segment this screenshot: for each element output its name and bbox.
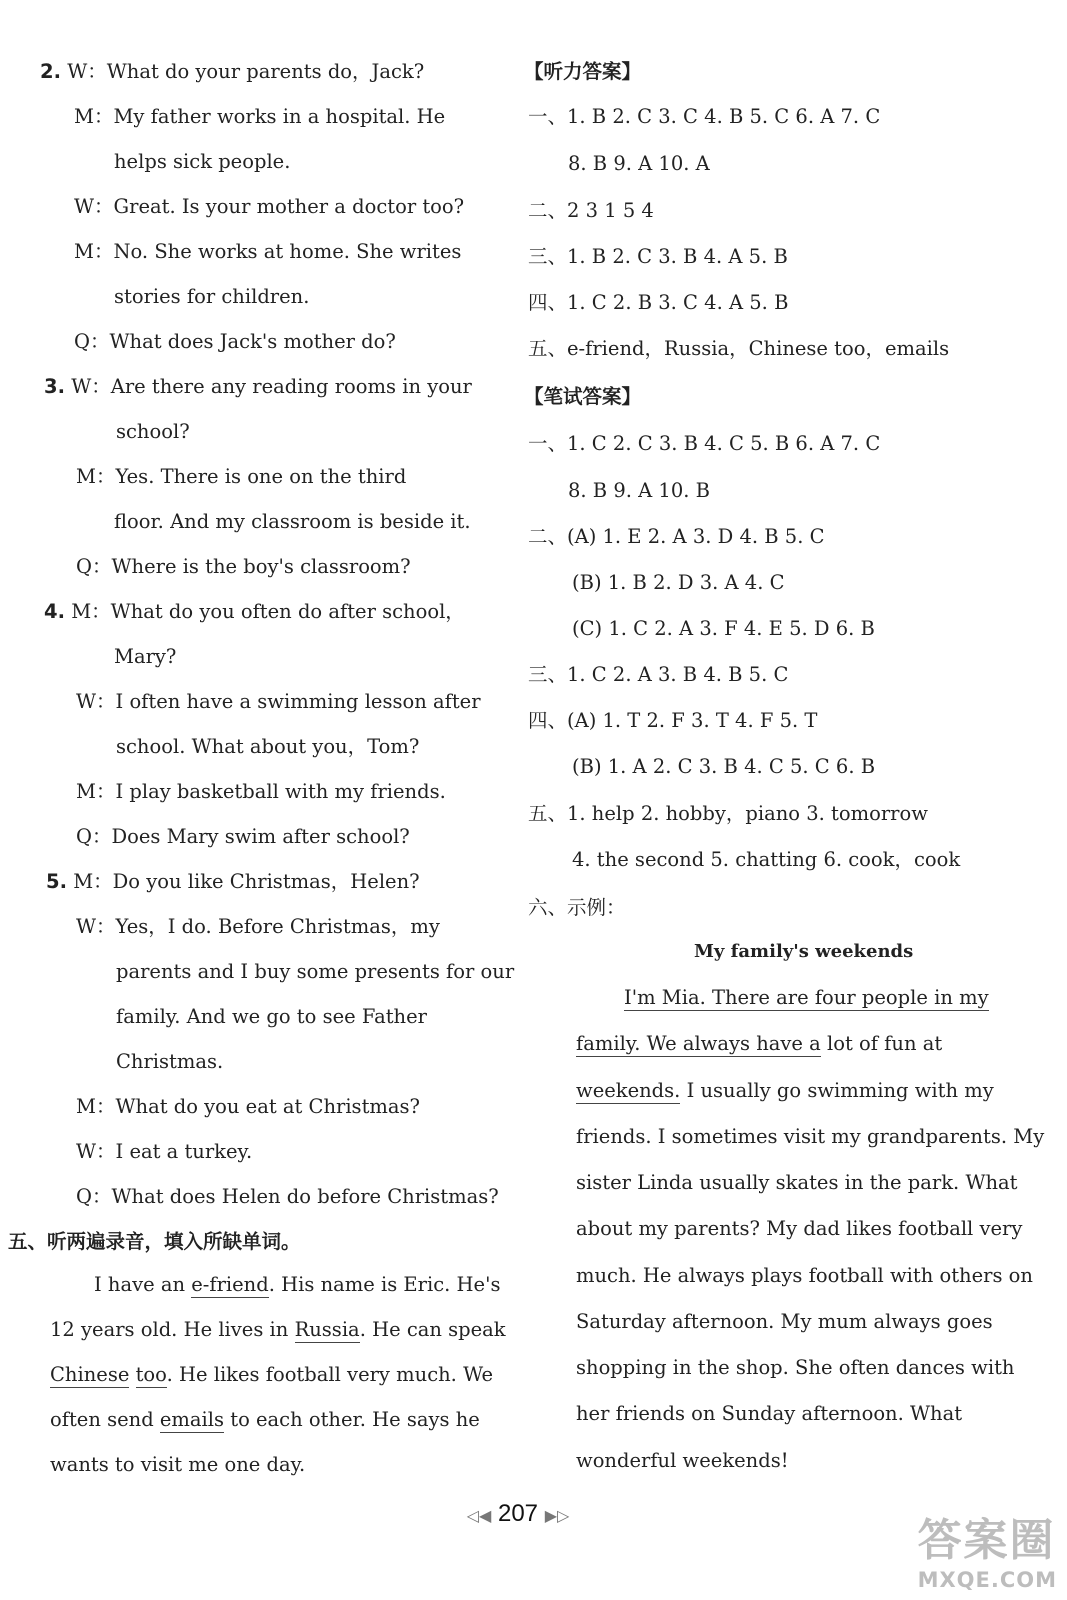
answer-line: 六、示例： bbox=[528, 896, 626, 919]
essay-line: shopping in the shop. She often dances with bbox=[576, 1356, 1015, 1379]
answer-line: 一、1. B 2. C 3. C 4. B 5. C 6. A 7. C bbox=[528, 105, 881, 128]
essay-line: wonderful weekends! bbox=[576, 1449, 789, 1472]
watermark-logo: 答案圈 bbox=[917, 1515, 1056, 1566]
dialogue-line: parents and I buy some presents for our bbox=[116, 960, 515, 983]
dialogue-line: family. And we go to see Father bbox=[116, 1005, 427, 1028]
answer-line: 8. B 9. A 10. B bbox=[568, 479, 710, 502]
dialogue-line: W：Yes，I do. Before Christmas，my bbox=[76, 915, 440, 938]
answer-line: (B) 1. A 2. C 3. B 4. C 5. C 6. B bbox=[572, 755, 876, 778]
essay-title: My family's weekends bbox=[694, 941, 914, 962]
essay-line: Saturday afternoon. My mum always goes bbox=[576, 1310, 993, 1333]
question-line: Q：What does Helen do before Christmas? bbox=[76, 1185, 499, 1208]
dialogue-line: M：What do you eat at Christmas? bbox=[76, 1095, 420, 1118]
answer-line: (C) 1. C 2. A 3. F 4. E 5. D 6. B bbox=[572, 617, 875, 640]
answer-line: 二、2 3 1 5 4 bbox=[528, 199, 654, 222]
question-line: Q：Where is the boy's classroom? bbox=[76, 555, 411, 578]
essay-line: I'm Mia. There are four people in my bbox=[624, 986, 989, 1009]
answer-line: 三、1. C 2. A 3. B 4. B 5. C bbox=[528, 663, 789, 686]
written-answers-heading: 【笔试答案】 bbox=[524, 385, 642, 408]
dialogue-line: Christmas. bbox=[116, 1050, 224, 1073]
dialogue-line: W：I eat a turkey. bbox=[76, 1140, 253, 1163]
listening-answers-heading: 【听力答案】 bbox=[524, 60, 642, 83]
essay-line: sister Linda usually skates in the park. What bbox=[576, 1171, 1018, 1194]
essay-line: family. We always have a lot of fun at bbox=[576, 1032, 943, 1055]
answer-line: 四、(A) 1. T 2. F 3. T 4. F 5. T bbox=[528, 709, 818, 732]
dialogue-line: stories for children. bbox=[114, 285, 310, 308]
dialogue-line: 3. W：Are there any reading rooms in your bbox=[44, 375, 472, 398]
dialogue-line: W：I often have a swimming lesson after bbox=[76, 690, 481, 713]
answer-line: 一、1. C 2. C 3. B 4. C 5. B 6. A 7. C bbox=[528, 432, 881, 455]
dialogue-line: M：My father works in a hospital. He bbox=[74, 105, 446, 128]
section-heading: 五、听两遍录音，填入所缺单词。 bbox=[8, 1230, 301, 1253]
page-footer bbox=[448, 1500, 588, 1528]
essay-line: her friends on Sunday afternoon. What bbox=[576, 1402, 963, 1425]
passage-line: often send emails to each other. He says he bbox=[50, 1408, 480, 1431]
essay-line: much. He always plays football with others on bbox=[576, 1264, 1033, 1287]
passage-line: I have an e-friend. His name is Eric. He's bbox=[94, 1273, 501, 1296]
answer-line: 8. B 9. A 10. A bbox=[568, 152, 710, 175]
prev-arrow-icon: ◁◀ bbox=[466, 1508, 492, 1525]
answer-line: 五、1. help 2. hobby，piano 3. tomorrow bbox=[528, 802, 928, 825]
dialogue-line: floor. And my classroom is beside it. bbox=[114, 510, 471, 533]
passage-line: wants to visit me one day. bbox=[50, 1453, 306, 1476]
dialogue-line: school? bbox=[116, 420, 190, 443]
answer-line: 4. the second 5. chatting 6. cook，cook bbox=[572, 848, 961, 871]
dialogue-line: helps sick people. bbox=[114, 150, 291, 173]
watermark bbox=[918, 1504, 1057, 1592]
page-number: 207 bbox=[497, 1500, 539, 1527]
next-arrow-icon: ▶▷ bbox=[544, 1508, 570, 1525]
dialogue-line: 2. W：What do your parents do，Jack? bbox=[40, 60, 425, 83]
answer-line: 二、(A) 1. E 2. A 3. D 4. B 5. C bbox=[528, 525, 825, 548]
dialogue-line: 4. M：What do you often do after school， bbox=[44, 600, 465, 623]
essay-line: friends. I sometimes visit my grandparents. My bbox=[576, 1125, 1045, 1148]
answer-line: 三、1. B 2. C 3. B 4. A 5. B bbox=[528, 245, 788, 268]
dialogue-line: M：No. She works at home. She writes bbox=[74, 240, 462, 263]
dialogue-line: Mary? bbox=[114, 645, 177, 668]
essay-line: weekends. I usually go swimming with my bbox=[576, 1079, 994, 1102]
passage-line: 12 years old. He lives in Russia. He can speak bbox=[50, 1318, 506, 1341]
dialogue-line: M：I play basketball with my friends. bbox=[76, 780, 446, 803]
watermark-url: MXQE.COM bbox=[917, 1568, 1057, 1592]
passage-line: Chinese too. He likes football very much. We bbox=[50, 1363, 494, 1386]
dialogue-line: 5. M：Do you like Christmas，Helen? bbox=[46, 870, 420, 893]
answer-line: (B) 1. B 2. D 3. A 4. C bbox=[572, 571, 785, 594]
answer-line: 四、1. C 2. B 3. C 4. A 5. B bbox=[528, 291, 789, 314]
essay-line: about my parents? My dad likes football very bbox=[576, 1217, 1023, 1240]
dialogue-line: school. What about you，Tom? bbox=[116, 735, 420, 758]
question-line: Q：Does Mary swim after school? bbox=[76, 825, 410, 848]
dialogue-line: W：Great. Is your mother a doctor too? bbox=[74, 195, 465, 218]
question-line: Q：What does Jack's mother do? bbox=[74, 330, 396, 353]
dialogue-line: M：Yes. There is one on the third bbox=[76, 465, 407, 488]
answer-line: 五、e-friend，Russia，Chinese too，emails bbox=[528, 337, 950, 360]
